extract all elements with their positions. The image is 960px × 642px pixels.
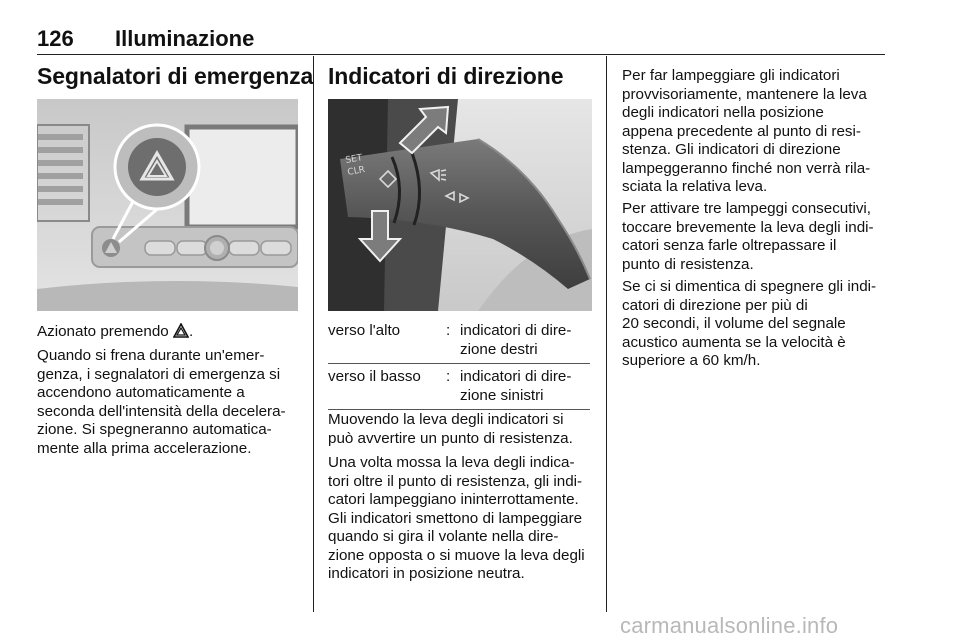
watermark: carmanualsonline.info	[620, 613, 839, 638]
table-row	[328, 364, 590, 410]
reminder-paragraph: Se ci si dimentica di spegnere gli indi- catori di direzione per più di 20 secondi, il volume del segnale acustico aumenta se la velocità è superiore a 60 km/h.	[622, 278, 877, 369]
table-cell-position: verso l'alto	[328, 322, 446, 364]
table-cell-sep: :	[446, 322, 460, 364]
section-title-indicators: Indicatori di direzione	[328, 63, 564, 89]
continuous-flash-paragraph: Una volta mossa la leva degli indica- tori oltre il punto di resistenza, gli indi- catori lampeggiano ininterrottamente. Gli indicatori smettono di lampeggiare quando si gira il volante nella dire- zione opposta o si muove la leva degli indicatori in posizione neutra.	[328, 454, 585, 582]
lever-clr-label: CLR	[346, 165, 366, 178]
column-divider	[313, 56, 314, 612]
hazard-auto-paragraph: Quando si frena durante un'emer- genza, i segnalatori di emergenza si accendono automaticamente a seconda dell'intensità della decelera- zione. Si spegneranno automatica- mente alla prima accelerazione.	[37, 347, 286, 457]
table-row	[328, 322, 590, 364]
page-number: 126	[37, 26, 74, 51]
page-header	[37, 26, 885, 55]
resistance-paragraph: Muovendo la leva degli indicatori si può avvertire un punto di resistenza.	[328, 411, 573, 447]
temporary-flash-paragraph: Per far lampeggiare gli indicatori provvisoriamente, mantenere la leva degli indicatori nella posizione appena precedente al punto di resi- stenza. Gli indicatori di direzione lampeggeranno finché non verrà rila- sciata la relativa leva.	[622, 67, 871, 195]
section-title-hazard: Segnalatori di emergenza	[37, 63, 314, 89]
column-divider	[606, 56, 607, 612]
hazard-button-figure	[37, 99, 298, 311]
hazard-instruction: Azionato premendo .	[37, 323, 193, 344]
table-cell-position: verso il basso	[328, 364, 446, 410]
chapter-title: Illuminazione	[115, 26, 255, 51]
lever-set-label: SET	[344, 153, 364, 166]
hazard-warning-triangle-icon	[173, 323, 189, 344]
three-flash-paragraph: Per attivare tre lampeggi consecutivi, toccare brevemente la leva degli indi- catori senza farle oltrepassare il punto di resistenza.	[622, 200, 874, 273]
table-cell-sep: :	[446, 364, 460, 410]
table-cell-meaning: indicatori di dire- zione sinistri	[460, 364, 590, 410]
indicator-positions-table	[328, 322, 590, 410]
table-cell-meaning: indicatori di dire- zione destri	[460, 322, 590, 364]
turn-signal-lever-figure	[328, 99, 592, 311]
